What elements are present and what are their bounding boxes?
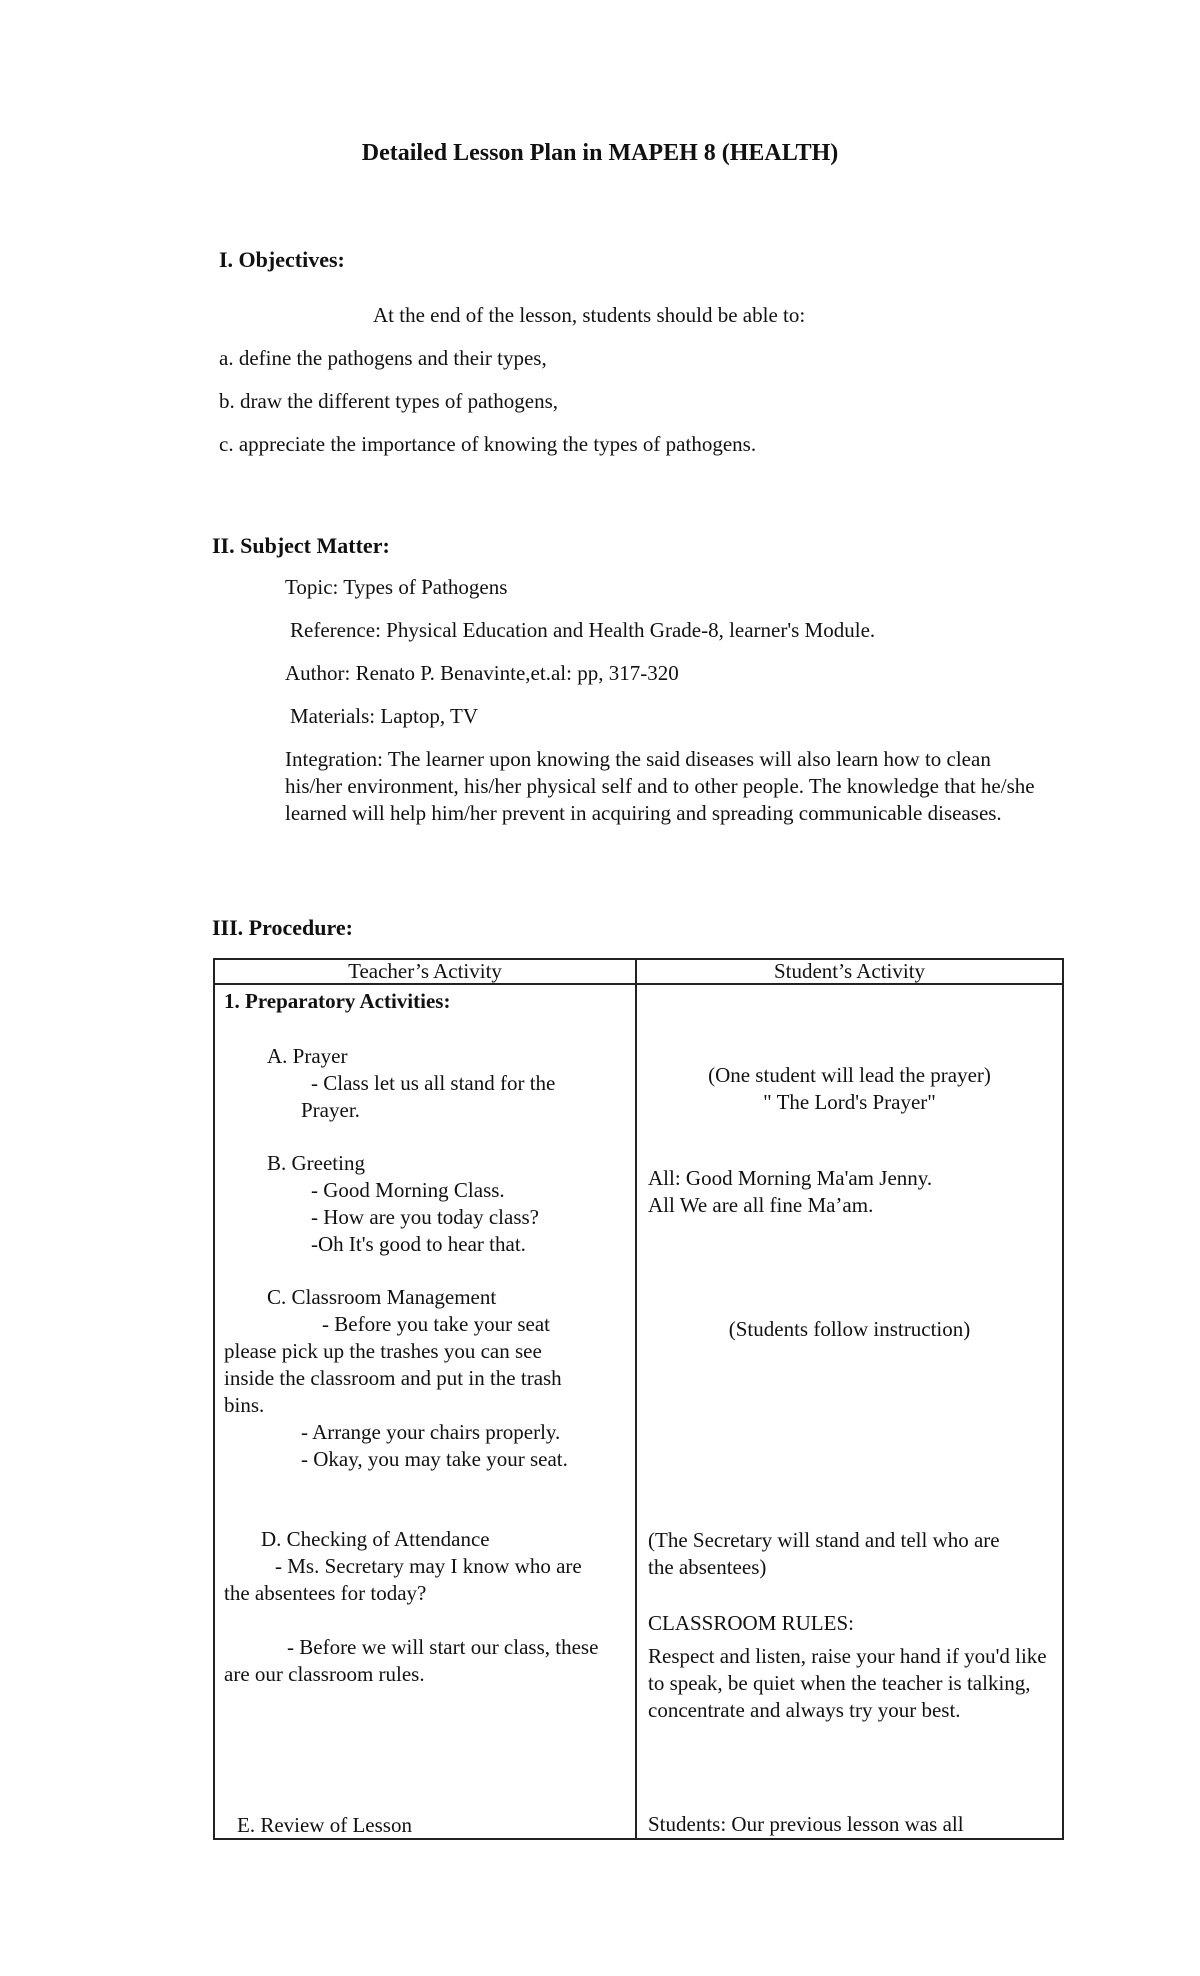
preparatory-activities-heading: 1. Preparatory Activities: bbox=[224, 989, 451, 1013]
subject-matter-heading: II. Subject Matter: bbox=[212, 533, 390, 558]
subject-reference: Reference: Physical Education and Health Grade-8, learner's Module. bbox=[290, 618, 876, 642]
attendance-line-2: the absentees for today? bbox=[224, 1581, 427, 1605]
prayer-student-1: (One student will lead the prayer) bbox=[708, 1063, 991, 1087]
objective-item-c: c. appreciate the importance of knowing the types of pathogens. bbox=[219, 432, 757, 456]
objective-item-a: a. define the pathogens and their types, bbox=[219, 346, 547, 370]
document-title: Detailed Lesson Plan in MAPEH 8 (HEALTH) bbox=[361, 140, 839, 166]
prayer-line-2: Prayer. bbox=[301, 1098, 360, 1122]
greeting-line-3: -Oh It's good to hear that. bbox=[311, 1232, 526, 1256]
attendance-label: D. Checking of Attendance bbox=[261, 1527, 490, 1551]
objective-item-b: b. draw the different types of pathogens, bbox=[219, 389, 559, 413]
management-student: (Students follow instruction) bbox=[728, 1317, 971, 1341]
greeting-student-1: All: Good Morning Ma'am Jenny. bbox=[648, 1166, 933, 1190]
subject-materials: Materials: Laptop, TV bbox=[290, 704, 478, 728]
procedure-heading: III. Procedure: bbox=[212, 915, 353, 940]
management-line-5: - Arrange your chairs properly. bbox=[301, 1420, 561, 1444]
attendance-line-4: are our classroom rules. bbox=[224, 1662, 425, 1686]
classroom-management-label: C. Classroom Management bbox=[267, 1285, 497, 1309]
greeting-student-2: All We are all fine Ma’am. bbox=[648, 1193, 874, 1217]
classroom-rules-text: Respect and listen, raise your hand if you'd like to speak, be quiet when the teacher is talking, concentrate and always try your best. bbox=[648, 1644, 1047, 1722]
attendance-line-1: - Ms. Secretary may I know who are bbox=[275, 1554, 582, 1578]
greeting-line-2: - How are you today class? bbox=[311, 1205, 540, 1229]
objectives-intro: At the end of the lesson, students should be able to: bbox=[373, 303, 806, 327]
attendance-student-1: (The Secretary will stand and tell who are bbox=[648, 1528, 1000, 1552]
table-header-divider bbox=[213, 983, 1064, 985]
prayer-label: A. Prayer bbox=[267, 1044, 348, 1068]
management-line-2: please pick up the trashes you can see bbox=[224, 1339, 542, 1363]
greeting-label: B. Greeting bbox=[267, 1151, 365, 1175]
attendance-line-3: - Before we will start our class, these bbox=[287, 1635, 599, 1659]
greeting-line-1: - Good Morning Class. bbox=[311, 1178, 505, 1202]
management-line-1: - Before you take your seat bbox=[322, 1312, 550, 1336]
column-header-teacher: Teacher’s Activity bbox=[348, 959, 502, 983]
management-line-4: bins. bbox=[224, 1393, 265, 1417]
subject-author: Author: Renato P. Benavinte,et.al: pp, 317-320 bbox=[285, 661, 679, 685]
objectives-heading: I. Objectives: bbox=[219, 247, 345, 272]
management-line-6: - Okay, you may take your seat. bbox=[301, 1447, 568, 1471]
management-line-3: inside the classroom and put in the trash bbox=[224, 1366, 562, 1390]
prayer-line-1: - Class let us all stand for the bbox=[311, 1071, 556, 1095]
prayer-student-2: " The Lord's Prayer" bbox=[763, 1090, 936, 1114]
subject-topic: Topic: Types of Pathogens bbox=[285, 575, 508, 599]
subject-integration: Integration: The learner upon knowing the said diseases will also learn how to clean his/her environment, his/her physical self and to other people. The knowledge that he/she learned will help him/her prevent in acquiring and spreading communicable diseases. bbox=[285, 747, 1035, 825]
attendance-student-2: the absentees) bbox=[648, 1555, 767, 1579]
column-header-student: Student’s Activity bbox=[773, 959, 926, 983]
review-student: Students: Our previous lesson was all bbox=[648, 1812, 964, 1836]
classroom-rules-heading: CLASSROOM RULES: bbox=[648, 1611, 854, 1635]
review-label: E. Review of Lesson bbox=[237, 1813, 412, 1837]
